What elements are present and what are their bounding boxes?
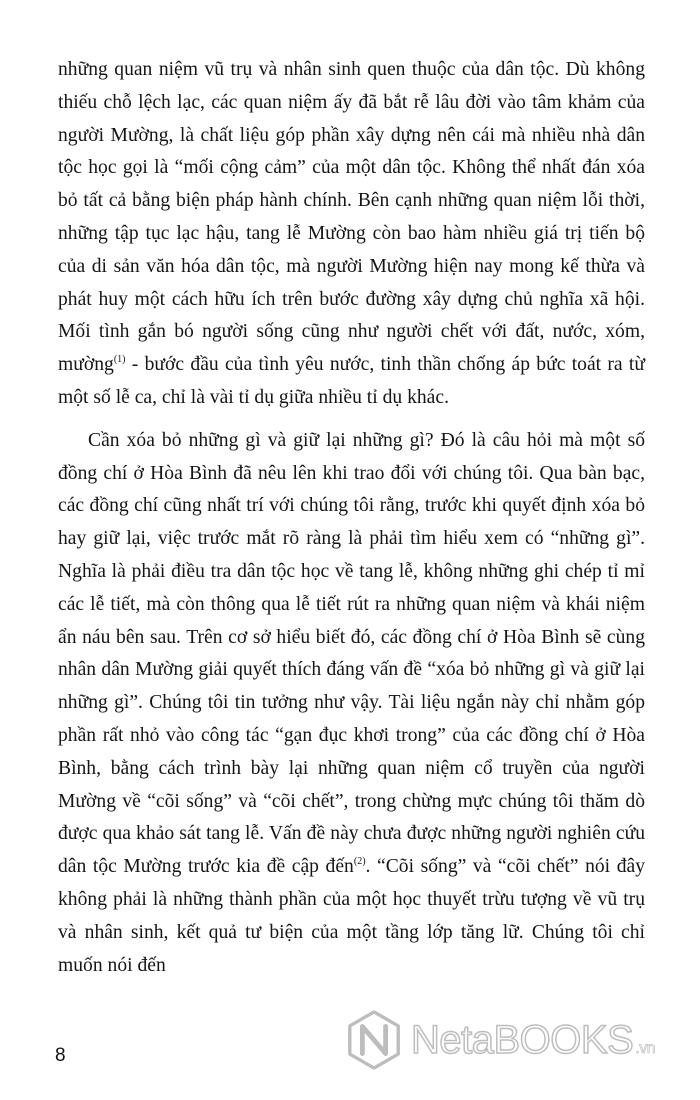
paragraph-1-text-a: những quan niệm vũ trụ và nhân sinh quen thuộc của dân tộc. Dù không thiếu chỗ lệch lạc, các quan niệm ấy đã bắt rễ lâu đời vào tâm khảm của người Mường, là chất liệu góp phần xây dựng nên cái mà nhiều nhà dân tộc học gọi là “mối cộng cảm” của một dân tộc. Không thể nhất đán xóa bỏ tất cả bằng biện pháp hành chính. Bên cạnh những quan niệm lỗi thời, những tập tục lạc hậu, tang lễ Mường còn bao hàm nhiều giá trị tiến bộ của di sản văn hóa dân tộc, mà người Mường hiện nay mong kế thừa và phát huy một cách hữu ích trên bước đường xây dựng chủ nghĩa xã hội. Mối tình gắn bó người sống cũng như người chết với đất, nước, xóm, mường <box>58 59 645 376</box>
footnote-marker-2[interactable]: (2) <box>353 855 366 867</box>
watermark-brand <box>411 1020 655 1060</box>
watermark-brand-name: NetaBOOKS <box>411 1018 634 1062</box>
paragraph-1 <box>58 54 645 415</box>
page-number: 8 <box>55 1045 66 1066</box>
netabooks-watermark <box>343 1004 663 1076</box>
watermark-brand-suffix: .vn <box>635 1040 656 1057</box>
paragraph-2 <box>58 425 645 983</box>
paragraph-2-text-b: . “Cõi sống” và “cõi chết” nói đây không phải là những thành phần của một học thuyết trừu tượng về vũ trụ và nhân sinh, kết quả tư biện của một tầng lớp tăng lữ. Chúng tôi chỉ muốn nói đến <box>58 856 645 976</box>
page-body <box>58 54 645 982</box>
netabooks-n-logo-icon <box>343 1009 405 1071</box>
footnote-marker-1[interactable]: (1) <box>113 353 126 365</box>
paragraph-2-text-a: Cần xóa bỏ những gì và giữ lại những gì? Đó là câu hỏi mà một số đồng chí ở Hòa Bình đã nêu lên khi trao đổi với chúng tôi. Qua bàn bạc, các đồng chí cũng nhất trí với chúng tôi rằng, trước khi quyết định xóa bỏ hay giữ lại, việc trước mắt rõ ràng là phải tìm hiểu xem có “những gì”. Nghĩa là phải điều tra dân tộc học về tang lễ, không những ghi chép tỉ mỉ các lễ tiết, mà còn thông qua lễ tiết rút ra những quan niệm và khái niệm ẩn náu bên sau. Trên cơ sở hiểu biết đó, các đồng chí ở Hòa Bình sẽ cùng nhân dân Mường giải quyết thích đáng vấn đề “xóa bỏ những gì và giữ lại những gì”. Chúng tôi tin tưởng như vậy. Tài liệu ngắn này chỉ nhằm góp phần rất nhỏ vào công tác “gạn đục khơi trong” của các đồng chí ở Hòa Bình, bằng cách trình bày lại những quan niệm cổ truyền của người Mường về “cõi sống” và “cõi chết”, trong chừng mực chúng tôi thăm dò được qua khảo sát tang lễ. Vấn đề này chưa được những người nghiên cứu dân tộc Mường trước kia đề cập đến <box>58 429 645 878</box>
paragraph-1-text-b: - bước đầu của tình yêu nước, tinh thần chống áp bức toát ra từ một số lễ ca, chỉ là vài tỉ dụ giữa nhiều tỉ dụ khác. <box>58 354 645 408</box>
